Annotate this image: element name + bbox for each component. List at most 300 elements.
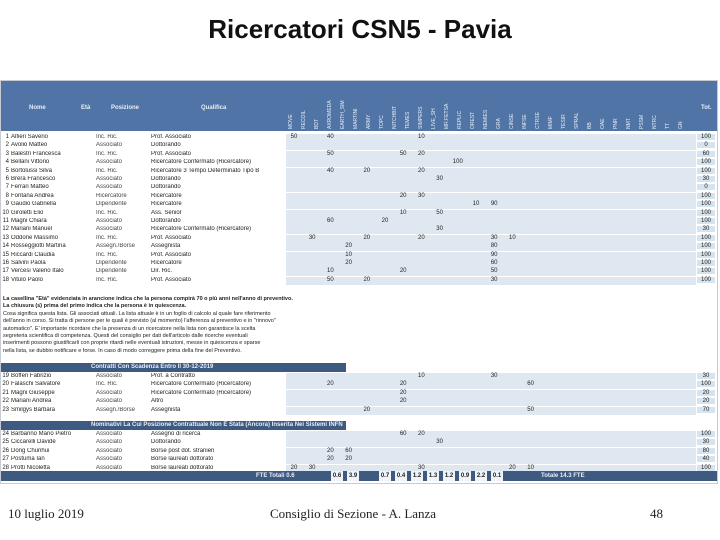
column-header: NMT <box>626 118 632 129</box>
percentage-cell: 20 <box>418 150 425 157</box>
column-header: MOVE <box>288 114 294 129</box>
header-total: Tot. <box>701 105 712 111</box>
person-qualification: Ricercatore Confermato (Ricercatore) <box>151 226 252 233</box>
column-header: LIVE_SH <box>431 108 437 129</box>
column-header: SIMPERS <box>418 106 424 129</box>
person-name: Ferrari Matteo <box>11 184 49 191</box>
row-number: 21 <box>2 389 9 396</box>
column-header: MARTINI <box>353 108 359 129</box>
percentage-cell: 90 <box>490 251 498 258</box>
person-qualification: Prof. Associato <box>151 134 192 140</box>
person-name: Bofferi Fabrizio <box>11 373 52 379</box>
percentage-cell: 30 <box>418 192 425 199</box>
table-row <box>1 159 717 167</box>
person-position: Assegn./Borse <box>96 243 136 250</box>
person-name: Avolio Matteo <box>11 142 48 149</box>
percentage-cell: 20 <box>327 456 334 463</box>
percentage-cell: 20 <box>290 464 298 471</box>
percentage-cell: 20 <box>399 389 407 396</box>
person-position: Associato <box>96 389 123 396</box>
note-line: La chiusura (≤) prima del primo indica che la persona è in quiescenza. <box>3 303 187 310</box>
column-header: BB <box>587 122 593 129</box>
table-row <box>1 151 717 159</box>
header-age: Età <box>81 105 91 111</box>
row-number: 22 <box>2 398 9 405</box>
percentage-cell: 20 <box>418 167 425 174</box>
note-line: automatico". E' importante ricordare che la presenza di un ricercatore nella lista non garantisce la scelta <box>3 325 256 332</box>
person-qualification: Dottorando <box>151 176 181 182</box>
person-name: Mariani Andrea <box>11 398 52 405</box>
person-name: Magni Giuseppe <box>11 389 55 396</box>
person-position: Dipendente <box>96 201 127 208</box>
column-header: EARTH_SIM <box>340 100 346 129</box>
row-number: 4 <box>5 159 9 166</box>
person-qualification: Assegnista <box>151 243 181 250</box>
row-total: 100 <box>697 381 715 387</box>
person-name: Rosseggiotti Martina <box>11 243 66 250</box>
note-line: segreteria scientifica di competenza. Questi del consiglio per dati dell'articolo dalle ricerche eventuali <box>3 333 248 339</box>
row-grid <box>286 151 696 159</box>
row-total: 0 <box>697 184 715 190</box>
row-number: 10 <box>2 209 9 216</box>
note-line: Cosa significa questa lista. Gli associati attuali. La lista attuale è in un foglio di calcolo al quale fare riferimento <box>3 310 271 317</box>
person-qualification: Ricercatore Confermato (Ricercatore) <box>151 159 252 166</box>
row-total: 100 <box>697 201 715 207</box>
section-title-contracts: Contratti Con Scadenza Entro Il 30-12-2019 <box>1 363 346 372</box>
row-total: 100 <box>697 431 715 437</box>
note-line: inserimenti possono giustificarli con proprie ritardi nelle eventuali istruzioni, messe in quiescenza e sparse <box>3 340 261 347</box>
person-name: Barbarino Mario Pietro <box>11 431 71 437</box>
row-total: 100 <box>697 252 715 258</box>
row-total: 100 <box>697 218 715 224</box>
footer-center: Consiglio di Sezione - A. Lanza <box>270 506 437 521</box>
percentage-cell: 20 <box>399 268 407 275</box>
percentage-cell: 30 <box>490 234 498 241</box>
note-line: La casellina "Età" evidenziata in arancione indica che la persona compirà 70 o più anni nell'anno di preventivo. <box>3 296 293 302</box>
fte-value: 0.6 <box>332 473 342 479</box>
column-header: OAE <box>600 118 606 129</box>
percentage-cell: 30 <box>490 276 498 283</box>
person-position: Inc. Ric. <box>96 381 118 388</box>
fte-total: Totale 14.3 FTE <box>541 473 585 479</box>
row-total: 100 <box>697 235 715 241</box>
table-row <box>1 439 717 447</box>
person-position: Dipendente <box>96 268 127 275</box>
table-row <box>1 448 717 456</box>
row-number: 8 <box>5 192 9 199</box>
row-number: 3 <box>5 150 9 157</box>
row-number: 25 <box>2 439 9 446</box>
footer-date: 10 luglio 2019 <box>8 506 84 521</box>
person-position: Associato <box>96 447 123 454</box>
person-qualification: Ricercatore 3 Tempo Determinato Tipo B <box>151 167 260 174</box>
header-position: Posizione <box>111 105 140 111</box>
column-header: ARMY <box>366 114 372 129</box>
person-qualification: Prof. Associato <box>151 251 192 258</box>
person-qualification: Assegno di ricerca <box>151 431 201 437</box>
row-number: 17 <box>2 268 9 275</box>
fte-value: 1.2 <box>444 473 454 479</box>
person-position: Associato <box>96 373 123 379</box>
percentage-cell: 50 <box>490 268 498 275</box>
table-row <box>1 390 717 398</box>
percentage-cell: 10 <box>327 268 334 275</box>
table-row <box>1 184 717 192</box>
percentage-cell: 80 <box>490 243 498 250</box>
percentage-cell: 30 <box>308 464 316 471</box>
person-position: Associato <box>96 439 123 446</box>
column-header: CTRSE <box>535 112 541 129</box>
column-header: TESIR <box>561 114 567 129</box>
person-name: Alfieri Saverio <box>11 134 49 140</box>
column-header: GN <box>678 121 684 129</box>
person-position: Inc. Ric. <box>96 234 118 241</box>
row-number: 13 <box>2 234 9 241</box>
row-total: 40 <box>697 456 715 462</box>
fte-value: 0.7 <box>380 473 390 479</box>
percentage-cell: 20 <box>418 431 425 437</box>
percentage-cell: 20 <box>509 464 516 471</box>
person-position: Inc. Ric. <box>96 276 118 283</box>
spreadsheet-image <box>0 80 718 484</box>
person-qualification: Dottorando <box>151 142 181 149</box>
person-qualification: Dottorando <box>151 184 181 191</box>
table-row <box>1 260 717 268</box>
slide-title: Ricercatori CSN5 - Pavia <box>208 14 512 44</box>
table-row <box>1 398 717 406</box>
percentage-cell: 40 <box>327 134 334 140</box>
person-name: Falaschi Salvatore <box>11 381 61 388</box>
percentage-cell: 20 <box>345 243 352 250</box>
person-name: Mariani Manuel <box>11 226 53 233</box>
person-qualification: Ricercatore <box>151 260 182 266</box>
row-number: 15 <box>2 251 9 258</box>
row-number: 20 <box>2 381 9 388</box>
row-grid <box>286 431 696 439</box>
fte-value: 2.2 <box>476 473 486 479</box>
person-position: Associato <box>96 431 123 437</box>
row-grid <box>286 439 696 447</box>
person-name: Bortolussi Silva <box>11 167 53 174</box>
table-row <box>1 277 717 285</box>
table-row <box>1 142 717 150</box>
percentage-cell: 10 <box>418 134 425 140</box>
row-number: 16 <box>2 260 9 266</box>
row-grid <box>286 168 696 176</box>
person-position: Inc. Ric. <box>96 209 118 216</box>
percentage-cell: 60 <box>399 431 407 437</box>
percentage-cell: 50 <box>527 406 534 413</box>
percentage-cell: 20 <box>381 218 389 224</box>
percentage-cell: 20 <box>327 447 334 454</box>
table-row <box>1 201 717 209</box>
percentage-cell: 20 <box>363 276 371 283</box>
column-header: NITCHBIT <box>392 105 398 129</box>
person-name: Smilgys Barbara <box>11 406 56 413</box>
person-name: Dong Chunhui <box>11 447 50 454</box>
person-qualification: Prof. Associato <box>151 150 192 157</box>
table-row <box>1 193 717 201</box>
row-total: 30 <box>697 439 715 445</box>
person-qualification: Assegnista <box>151 406 181 413</box>
percentage-cell: 20 <box>399 398 407 405</box>
person-position: Dipendente <box>96 260 127 266</box>
person-position: Inc. Ric. <box>96 251 118 258</box>
column-header: SPRAL <box>574 112 580 129</box>
person-name: Balestri Francesca <box>11 150 61 157</box>
person-position: Assegn./Borse <box>96 406 136 413</box>
person-position: Inc. Ric. <box>96 150 118 157</box>
table-row <box>1 381 717 389</box>
person-position: Associato <box>96 226 123 233</box>
person-name: Protti Nicoletta <box>11 464 51 471</box>
percentage-cell: 30 <box>436 176 443 182</box>
percentage-cell: 30 <box>436 226 443 233</box>
percentage-cell: 50 <box>436 209 443 216</box>
person-qualification: Borse laureati dottorato <box>151 464 214 471</box>
row-number: 7 <box>5 184 9 191</box>
column-header: TT <box>665 122 671 129</box>
percentage-cell: 20 <box>345 456 352 463</box>
percentage-cell: 100 <box>452 159 463 166</box>
percentage-cell: 20 <box>399 192 407 199</box>
table-row <box>1 373 717 381</box>
row-grid <box>286 381 696 389</box>
row-total: 100 <box>697 268 715 274</box>
person-name: Vercesi Valerio Italo <box>11 268 64 275</box>
row-number: 23 <box>2 406 9 413</box>
person-position: Associato <box>96 464 123 471</box>
row-grid <box>286 159 696 167</box>
row-number: 9 <box>5 201 9 208</box>
column-header: NTRC <box>652 115 658 129</box>
person-name: Salvini Paola <box>11 260 46 266</box>
person-qualification: Ricercatore Confermato (Ricercatore) <box>151 389 252 396</box>
person-position: Associato <box>96 218 123 224</box>
percentage-cell: 60 <box>327 218 334 224</box>
table-row <box>1 168 717 176</box>
table-row <box>1 218 717 226</box>
row-total: 80 <box>697 448 715 454</box>
row-grid <box>286 184 696 192</box>
row-total: 100 <box>697 260 715 266</box>
person-qualification: Dottorando <box>151 439 181 446</box>
percentage-cell: 10 <box>527 464 534 471</box>
sheet-header <box>1 81 717 131</box>
fte-value: 0.4 <box>396 473 406 479</box>
row-total: 70 <box>697 407 715 413</box>
row-number: 14 <box>2 243 9 250</box>
percentage-cell: 20 <box>418 234 425 241</box>
person-name: Postuma Ian <box>11 456 45 463</box>
row-number: 1 <box>5 134 9 140</box>
person-qualification: Ricercatore <box>151 192 182 199</box>
fte-value: 0.9 <box>460 473 470 479</box>
row-total: 100 <box>697 465 715 471</box>
percentage-cell: 20 <box>327 381 334 388</box>
percentage-cell: 20 <box>363 167 371 174</box>
row-number: 12 <box>2 226 9 233</box>
person-name: Brera Francesco <box>11 176 56 182</box>
row-total: 30 <box>697 176 715 182</box>
person-position: Associato <box>96 159 123 166</box>
person-position: Inc. Ric. <box>96 167 118 174</box>
row-grid <box>286 398 696 406</box>
row-number: 27 <box>2 456 9 463</box>
section-title-not-inserted: Nominativi La Cui Posizione Contrattuale Non È Stata (Ancora) Inserita Nei Sistemi INFN <box>1 421 346 430</box>
person-qualification: Prof. Associato <box>151 276 192 283</box>
percentage-cell: 60 <box>527 381 534 388</box>
percentage-cell: 20 <box>363 234 371 241</box>
person-position: Ricercatore <box>96 192 127 199</box>
row-grid <box>286 210 696 218</box>
person-qualification: Borse laureati dottorato <box>151 456 214 463</box>
row-total: 60 <box>697 151 715 157</box>
row-grid <box>286 407 696 415</box>
person-qualification: Ass. Senior <box>151 209 182 216</box>
person-position: Associato <box>96 176 123 182</box>
row-number: 2 <box>5 142 9 149</box>
person-name: Ciccarelli Davide <box>11 439 56 446</box>
table-row <box>1 243 717 251</box>
percentage-cell: 30 <box>418 464 425 471</box>
fte-value: 3.9 <box>348 473 358 479</box>
column-header: OREST <box>470 111 476 129</box>
row-grid <box>286 390 696 398</box>
row-number: 19 <box>2 373 9 379</box>
person-name: Fontana Andrea <box>11 192 54 199</box>
column-header: PNR <box>613 118 619 129</box>
column-header: NEMIES <box>483 109 489 129</box>
row-grid <box>286 226 696 234</box>
percentage-cell: 50 <box>327 150 334 157</box>
row-grid <box>286 193 696 201</box>
percentage-cell: 50 <box>327 276 334 283</box>
row-total: 100 <box>697 210 715 216</box>
person-name: Riccardi Claudia <box>11 251 55 258</box>
column-header: CINSE <box>509 113 515 129</box>
percentage-cell: 60 <box>345 447 352 454</box>
row-number: 24 <box>2 431 9 437</box>
table-row <box>1 431 717 439</box>
row-total: 0 <box>697 142 715 148</box>
person-name: Oddone Massimo <box>11 234 59 241</box>
row-total: 20 <box>697 398 715 404</box>
fte-value: 1.2 <box>412 473 422 479</box>
note-line: dell'anno in corso. Si tratta di persone per le quali è previsto (al momento) l'afferenza al preventivo e in "rinnovo" <box>3 318 276 325</box>
percentage-cell: 10 <box>509 234 516 241</box>
percentage-cell: 10 <box>345 251 352 258</box>
row-total: 100 <box>697 159 715 165</box>
person-qualification: Altro <box>151 398 164 405</box>
row-number: 11 <box>2 218 9 224</box>
column-header: REPLIC <box>457 110 463 129</box>
percentage-cell: 50 <box>290 134 298 140</box>
fte-label: FTE Totali 0.6 <box>256 473 295 479</box>
row-total: 100 <box>697 134 715 140</box>
percentage-cell: 10 <box>472 201 480 208</box>
percentage-cell: 50 <box>399 150 407 157</box>
row-total: 100 <box>697 168 715 174</box>
percentage-cell: 10 <box>418 373 425 379</box>
percentage-cell: 30 <box>490 373 498 379</box>
person-name: Gaudio Gabriella <box>11 201 57 208</box>
person-qualification: Prof. Associato <box>151 234 192 241</box>
percentage-cell: 20 <box>363 406 371 413</box>
person-position: Inc. Ric. <box>96 134 118 140</box>
person-qualification: Ricercatore <box>151 201 182 208</box>
percentage-cell: 60 <box>490 260 498 266</box>
percentage-cell: 20 <box>345 260 352 266</box>
footer-page-number: 48 <box>650 506 663 521</box>
table-row <box>1 210 717 218</box>
header-qualification: Qualifica <box>201 105 227 111</box>
row-number: 5 <box>5 167 9 174</box>
percentage-cell: 10 <box>399 209 407 216</box>
percentage-cell: 30 <box>436 439 443 446</box>
fte-totals-bar <box>1 471 717 481</box>
fte-value: 1.3 <box>428 473 438 479</box>
person-qualification: Dir. Ric. <box>151 268 172 275</box>
table-row <box>1 176 717 184</box>
column-header: RECOIL <box>301 110 307 129</box>
column-header: BDT <box>314 119 320 129</box>
table-row <box>1 456 717 464</box>
person-name: Vitulo Paolo <box>11 276 43 283</box>
row-grid <box>286 176 696 184</box>
column-header: TEMES <box>405 111 411 129</box>
header-name: Nome <box>29 105 46 111</box>
row-total: 20 <box>697 390 715 396</box>
table-row <box>1 134 717 142</box>
person-qualification: Borse post dot. stranieri <box>151 447 215 454</box>
table-row <box>1 226 717 234</box>
table-row <box>1 407 717 415</box>
table-row <box>1 252 717 260</box>
percentage-cell: 20 <box>399 381 407 388</box>
row-total: 100 <box>697 243 715 249</box>
person-position: Associato <box>96 456 123 463</box>
column-header: INFSE <box>522 114 528 129</box>
column-header: MR.FETSA <box>444 103 450 129</box>
person-name: Magni Chiara <box>11 218 47 224</box>
row-number: 26 <box>2 447 9 454</box>
row-total: 100 <box>697 277 715 283</box>
row-number: 18 <box>2 276 9 283</box>
person-name: Giroletti Elio <box>11 209 44 216</box>
person-name: Bellani Vittorio <box>11 159 50 166</box>
note-line: nella lista, se dubbio notificare e forse. In caso di modo correggere prima della fine del Preventivo. <box>3 347 242 354</box>
row-grid <box>286 142 696 150</box>
fte-value: 0.1 <box>492 473 502 479</box>
column-header: PSSM <box>639 114 645 129</box>
person-qualification: Dottorando <box>151 218 181 224</box>
row-number: 6 <box>5 176 9 182</box>
table-row <box>1 268 717 276</box>
column-header: GRA <box>496 118 502 129</box>
table-row <box>1 235 717 243</box>
row-total: 30 <box>697 373 715 379</box>
row-number: 28 <box>2 464 9 471</box>
person-position: Associato <box>96 398 123 405</box>
percentage-cell: 90 <box>490 201 498 208</box>
percentage-cell: 40 <box>327 167 334 174</box>
person-position: Associato <box>96 184 123 191</box>
column-header: TOPC <box>379 115 385 129</box>
percentage-cell: 30 <box>308 234 316 241</box>
row-grid <box>286 218 696 226</box>
row-total: 30 <box>697 226 715 232</box>
